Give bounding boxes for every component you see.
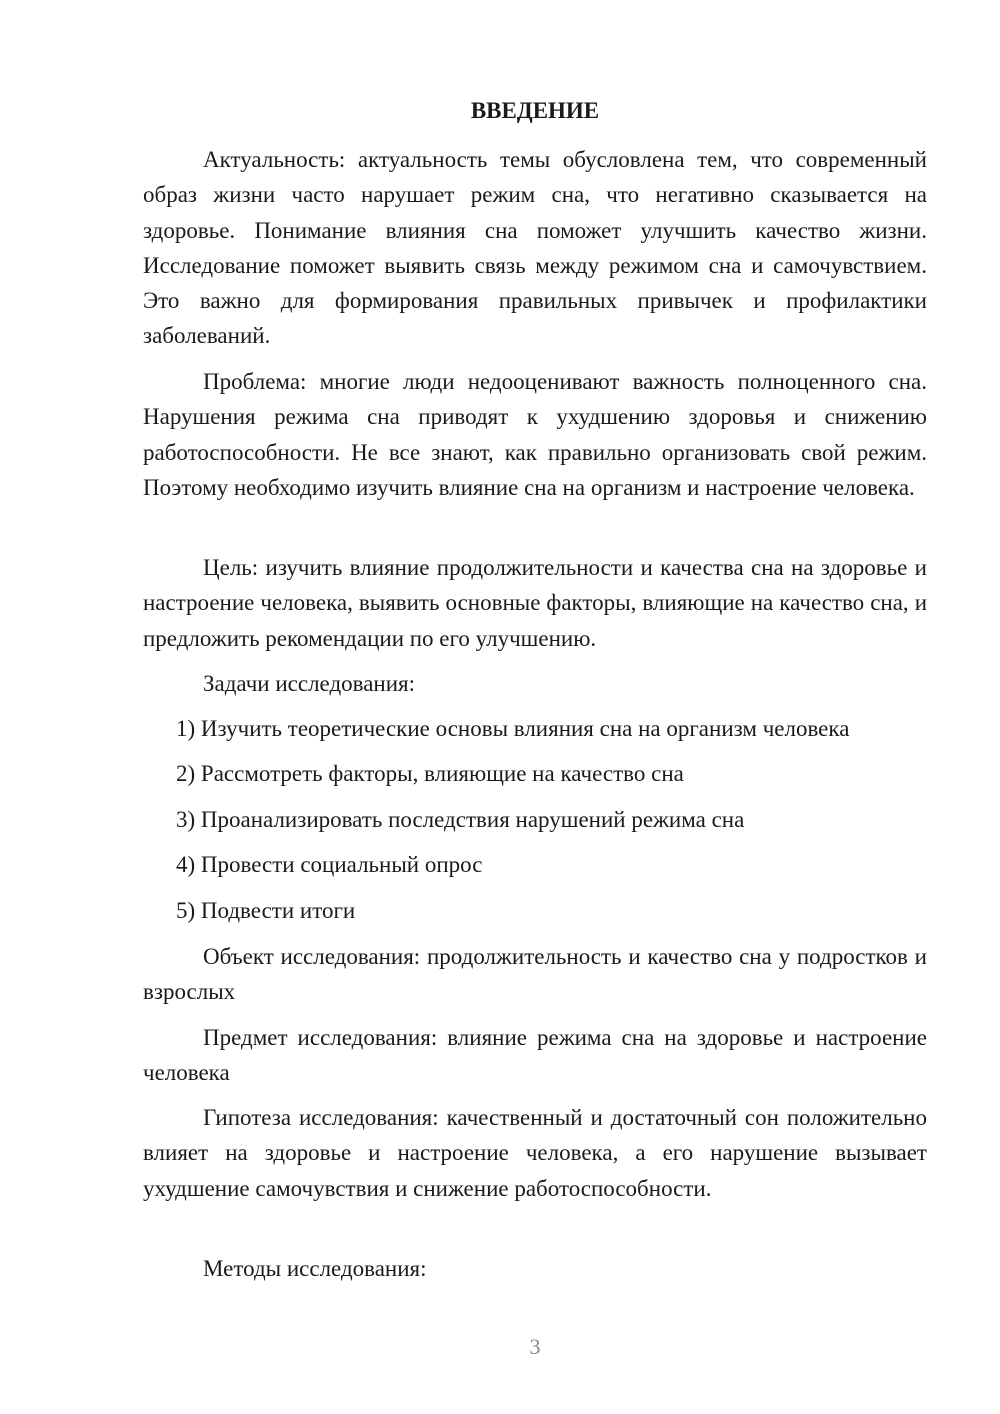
list-item: 4) Провести социальный опрос <box>176 852 483 877</box>
list-item: 5) Подвести итоги <box>176 898 356 923</box>
paragraph-relevance: Актуальность: актуальность темы обусловлена тем, что современный образ жизни часто нарушает режим сна, что негативно сказывается на здоровье. Понимание влияния сна поможет улучшить качество жизни. Исследование поможет выявить связь между режимом сна и самочувствием. Это важно для формирования правильных привычек и профилактики заболеваний. <box>143 147 927 349</box>
page-title: ВВЕДЕНИЕ <box>470 98 600 123</box>
paragraph-tasks-intro: Задачи исследования: <box>203 671 416 696</box>
paragraph-subject: Предмет исследования: влияние режима сна на здоровье и настроение человека <box>143 1025 927 1086</box>
list-item: 3) Проанализировать последствия нарушений режима сна <box>176 807 745 832</box>
document-page <box>143 0 927 1414</box>
paragraph-hypothesis: Гипотеза исследования: качественный и достаточный сон положительно влияет на здоровье и настроение человека, а его нарушение вызывает ухудшение самочувствия и снижение работоспособности. <box>143 1105 927 1201</box>
paragraph-methods-intro: Методы исследования: <box>203 1256 427 1281</box>
paragraph-goal: Цель: изучить влияние продолжительности и качества сна на здоровье и настроение человека, выявить основные факторы, влияющие на качество сна, и предложить рекомендации по его улучшению. <box>143 555 927 651</box>
page-number: 3 <box>529 1334 541 1359</box>
list-item: 2) Рассмотреть факторы, влияющие на качество сна <box>176 761 684 786</box>
list-item: 1) Изучить теоретические основы влияния сна на организм человека <box>176 716 850 741</box>
paragraph-problem: Проблема: многие люди недооценивают важность полноценного сна. Нарушения режима сна приводят к ухудшению здоровья и снижению работоспособности. Не все знают, как правильно организовать свой режим. Поэтому необходимо изучить влияние сна на организм и настроение человека. <box>143 369 927 500</box>
paragraph-object: Объект исследования: продолжительность и качество сна у подростков и взрослых <box>143 944 927 1005</box>
